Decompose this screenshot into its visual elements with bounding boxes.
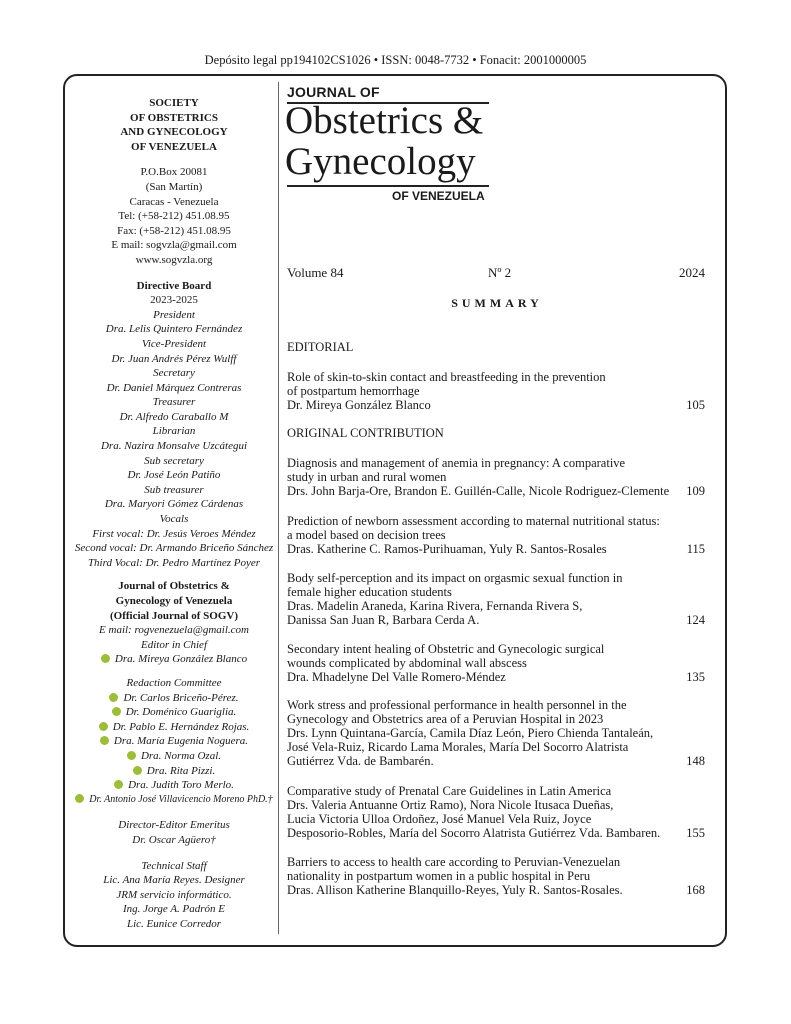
- address-line: P.O.Box 20081: [140, 166, 208, 179]
- entry-title: Gynecology and Obstetrics area of a Peruvian Hospital in 2023: [287, 712, 604, 726]
- orcid-icon[interactable]: [100, 736, 109, 745]
- entry-title: a model based on decision trees: [287, 528, 446, 542]
- entry-authors: Danissa San Juan R, Barbara Cerda A.: [287, 613, 480, 627]
- entry-authors: Gutiérrez Vda. de Bambarén.: [287, 754, 434, 768]
- entry-title: Prediction of newborn assessment according to maternal nutritional status:: [287, 514, 660, 528]
- board-role: Sub secretary: [144, 454, 204, 467]
- board-role: Secretary: [153, 367, 195, 380]
- email-link[interactable]: E mail: sogvzla@gmail.com: [111, 239, 237, 252]
- board-member: Dr. José León Patiño: [127, 469, 221, 482]
- board-member: Dr. Juan Andrés Pérez Wulff: [111, 352, 237, 365]
- committee-member: Dr. Doménico Guariglia.: [72, 705, 276, 720]
- staff-member: JRM servicio informático.: [116, 888, 232, 901]
- entry-authors: José Vela-Ruiz, Ricardo Lama Morales, María Del Socorro Alatrista: [287, 740, 629, 754]
- staff-member: Ing. Jorge A. Padrón E: [122, 903, 226, 916]
- toc-entry[interactable]: [287, 642, 707, 684]
- staff-title: Technical Staff: [141, 859, 207, 872]
- committee-title: Redaction Committee: [126, 676, 222, 689]
- page-number: 109: [686, 484, 705, 498]
- journal-subtitle: OF VENEZUELA: [392, 189, 485, 203]
- entry-authors: Lucia Victoria Ulloa Ordoñez, José Manuel Vela Ruiz, Joyce: [287, 812, 592, 826]
- board-title: Directive Board: [136, 279, 212, 292]
- committee-member: Dr. Carlos Briceño-Pérez.: [72, 691, 276, 706]
- page-number: 135: [686, 670, 705, 684]
- page-number: 115: [686, 542, 705, 556]
- entry-title: wounds complicated by abdominal wall abscess: [287, 656, 527, 670]
- entry-authors: Drs. John Barja-Ore, Brandon E. Guillén-Calle, Nicole Rodriguez-Clemente: [287, 484, 670, 498]
- board-member: First vocal: Dr. Jesús Veroes Méndez: [92, 527, 256, 540]
- board-member: Second vocal: Dr. Armando Briceño Sánchez: [74, 542, 274, 555]
- entry-authors: Dr. Mireya González Blanco: [287, 398, 431, 412]
- entry-authors: Drs. Lynn Quintana-García, Camila Díaz León, Piero Chienda Tantaleán,: [287, 726, 654, 740]
- orcid-icon[interactable]: [114, 780, 123, 789]
- section-original: ORIGINAL CONTRIBUTION: [287, 426, 444, 440]
- section-editorial: EDITORIAL: [287, 340, 354, 354]
- address-line: (San Martín): [145, 180, 203, 193]
- entry-title: of postpartum hemorrhage: [287, 384, 420, 398]
- toc-entry[interactable]: [287, 784, 707, 840]
- orcid-icon[interactable]: [133, 766, 142, 775]
- journal-title-line2: Gynecology: [285, 140, 476, 183]
- board-member: Dra. Lelis Quintero Fernández: [105, 323, 243, 336]
- entry-title: Secondary intent healing of Obstetric and Gynecologic surgical: [287, 642, 605, 656]
- committee-member: Dra. Norma Ozal.: [72, 749, 276, 764]
- board-member: Dra. Maryori Gómez Cárdenas: [104, 498, 244, 511]
- entry-authors: Dra. Mhadelyne Del Valle Romero-Méndez: [287, 670, 506, 684]
- journal-block-line: Gynecology of Venezuela: [115, 595, 233, 607]
- board-member: Third Vocal: Dr. Pedro Martínez Poyer: [87, 556, 261, 569]
- toc-entry[interactable]: [287, 855, 707, 897]
- entry-authors: Dras. Katherine C. Ramos-Purihuaman, Yuly R. Santos-Rosales: [287, 542, 607, 556]
- entry-authors: Desposorio-Robles, María del Socorro Alatrista Gutiérrez Vda. Bambaren.: [287, 826, 661, 840]
- summary-heading: SUMMARY: [451, 296, 543, 310]
- entry-authors: Drs. Valeria Antuanne Ortiz Ramo), Nora Nicole Itusaca Dueñas,: [287, 798, 614, 812]
- board-years: 2023-2025: [150, 294, 198, 307]
- fax: Fax: (+58-212) 451.08.95: [117, 224, 231, 237]
- entry-authors: Dras. Allison Katherine Blanquillo-Reyes, Yuly R. Santos-Rosales.: [287, 883, 623, 897]
- journal-block-line: (Official Journal of SOGV): [109, 609, 239, 622]
- entry-title: Diagnosis and management of anemia in pregnancy: A comparative: [287, 456, 626, 470]
- page-number: 168: [686, 883, 705, 897]
- orcid-icon[interactable]: [127, 751, 136, 760]
- entry-authors: Dras. Madelin Araneda, Karina Rivera, Fernanda Rivera S,: [287, 599, 583, 613]
- society-name-1: SOCIETY: [149, 97, 199, 109]
- journal-email[interactable]: E mail: rogvenezuela@gmail.com: [99, 624, 249, 637]
- sidebar: [72, 96, 276, 931]
- orcid-icon[interactable]: [112, 707, 121, 716]
- board-role: Treasurer: [152, 396, 196, 409]
- board-role: President: [153, 308, 195, 321]
- entry-title: female higher education students: [287, 585, 452, 599]
- society-name-4: OF VENEZUELA: [131, 140, 217, 153]
- board-member: Dr. Daniel Márquez Contreras: [106, 381, 242, 394]
- board-role: Sub treasurer: [144, 483, 204, 496]
- staff-member: Lic. Eunice Corredor: [127, 917, 221, 930]
- toc-entry[interactable]: [287, 698, 707, 768]
- page-number: 124: [686, 613, 705, 627]
- phone: Tel: (+58-212) 451.08.95: [118, 210, 230, 223]
- page-number: 155: [686, 826, 705, 840]
- committee-member: Dr. Pablo E. Hernández Rojas.: [72, 720, 276, 735]
- toc-entry[interactable]: [287, 456, 707, 498]
- board-member: Dra. Nazira Monsalve Uzcátegui: [100, 440, 248, 453]
- legal-header: Depósito legal pp194102CS1026 • ISSN: 0048-7732 • Fonacit: 2001000005: [204, 53, 587, 67]
- issue-number: Nº 2: [488, 265, 512, 280]
- journal-title-line1: Obstetrics &: [285, 99, 484, 142]
- journal-block-line: Journal of Obstetrics &: [118, 580, 230, 593]
- committee-member: Dra. María Eugenia Noguera.: [72, 734, 276, 749]
- society-name-3: AND GYNECOLOGY: [120, 126, 228, 139]
- column-divider: [278, 82, 279, 934]
- entry-title: nationality in postpartum women in a public hospital in Peru: [287, 869, 591, 883]
- editor-name: Dra. Mireya González Blanco: [72, 652, 276, 667]
- society-name-2: OF OBSTETRICS: [130, 111, 218, 124]
- website-link[interactable]: www.sogvzla.org: [135, 253, 213, 266]
- emeritus-name: Dr. Oscar Agüero†: [132, 833, 216, 846]
- entry-title: study in urban and rural women: [287, 470, 447, 484]
- volume: Volume 84: [287, 265, 344, 280]
- orcid-icon[interactable]: [101, 654, 110, 663]
- page-number: 148: [686, 754, 705, 768]
- emeritus-title: Director-Editor Emeritus: [118, 819, 230, 832]
- address-line: Caracas - Venezuela: [129, 195, 219, 208]
- board-member: Dr. Alfredo Caraballo M: [119, 410, 229, 423]
- orcid-icon[interactable]: [75, 794, 84, 803]
- editor-title: Editor in Chief: [141, 638, 207, 651]
- page-number: 105: [686, 398, 705, 412]
- staff-member: Lic. Ana María Reyes. Designer: [103, 874, 245, 887]
- orcid-icon[interactable]: [99, 722, 108, 731]
- committee-member: Dr. Antonio José Villavicencio Moreno PhD.†: [64, 793, 284, 808]
- masthead-rule-bottom: [287, 185, 489, 187]
- toc-entry[interactable]: [287, 571, 707, 627]
- board-role: Vocals: [159, 513, 189, 526]
- entry-title: Barriers to access to health care according to Peruvian-Venezuelan: [287, 855, 621, 869]
- board-role: Librarian: [152, 425, 196, 438]
- entry-title: Body self-perception and its impact on orgasmic sexual function in: [287, 571, 623, 585]
- year: 2024: [679, 265, 705, 280]
- entry-title: Work stress and professional performance in health personnel in the: [287, 698, 627, 712]
- entry-title: Comparative study of Prenatal Care Guidelines in Latin America: [287, 784, 612, 798]
- committee-member: Dra. Rita Pizzi.: [72, 764, 276, 779]
- board-role: Vice-President: [141, 337, 207, 350]
- committee-member: Dra. Judith Toro Merlo.: [72, 778, 276, 793]
- orcid-icon[interactable]: [109, 693, 118, 702]
- toc-entry[interactable]: [287, 514, 707, 556]
- journal-of-label: JOURNAL OF: [287, 84, 380, 100]
- toc-entry[interactable]: [287, 370, 707, 412]
- entry-title: Role of skin-to-skin contact and breastfeeding in the prevention: [287, 370, 606, 384]
